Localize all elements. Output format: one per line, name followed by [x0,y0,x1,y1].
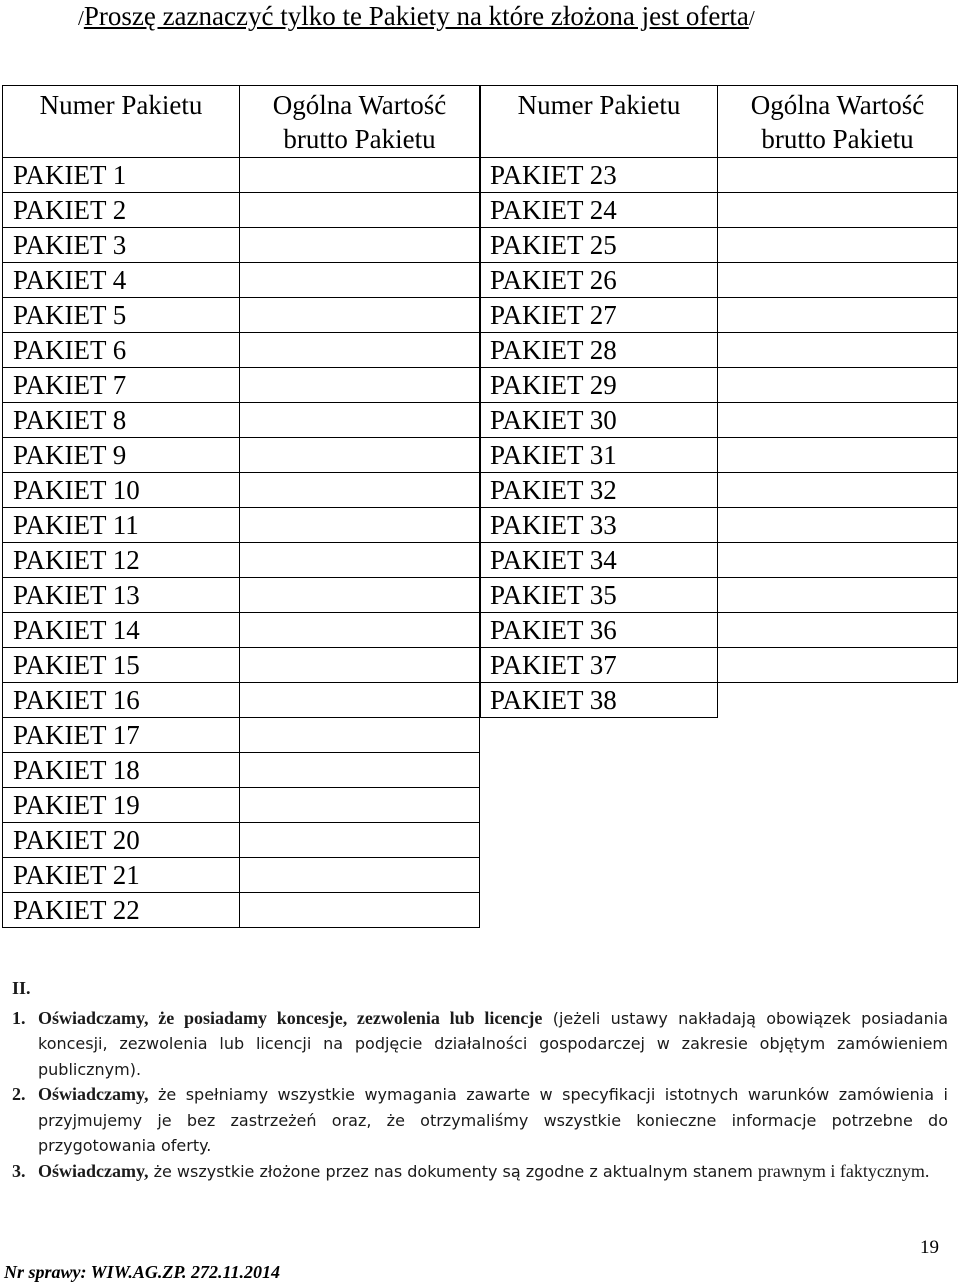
package-value-cell[interactable] [240,543,480,578]
package-name-cell: PAKIET 34 [481,543,718,578]
package-value-cell[interactable] [240,893,480,928]
package-value-cell[interactable] [240,858,480,893]
package-name-cell: PAKIET 1 [3,158,240,193]
table-row [481,613,958,648]
package-value-cell[interactable] [240,788,480,823]
package-name-cell: PAKIET 4 [3,263,240,298]
package-name-cell: PAKIET 8 [3,403,240,438]
table-row [481,263,958,298]
table-row [3,158,480,193]
table-row [3,333,480,368]
package-value-cell[interactable] [718,298,958,333]
table-row [481,578,958,613]
table-row [481,228,958,263]
header-package-number: Numer Pakietu [481,86,718,158]
title-slash-left: / [78,6,84,30]
declaration-item [12,1006,948,1083]
package-value-cell[interactable] [240,578,480,613]
package-value-cell[interactable] [718,473,958,508]
package-value-cell[interactable] [718,333,958,368]
package-name-cell: PAKIET 27 [481,298,718,333]
package-name-cell: PAKIET 29 [481,368,718,403]
table-row [3,858,480,893]
table-row [3,403,480,438]
package-name-cell: PAKIET 11 [3,508,240,543]
table-row [481,438,958,473]
declaration-text-tail: prawnym i faktycznym. [757,1160,930,1181]
package-name-cell: PAKIET 18 [3,753,240,788]
package-name-cell: PAKIET 14 [3,613,240,648]
package-name-cell: PAKIET 37 [481,648,718,683]
package-name-cell: PAKIET 24 [481,193,718,228]
package-value-cell[interactable] [718,613,958,648]
package-name-cell: PAKIET 7 [3,368,240,403]
package-value-cell[interactable] [240,403,480,438]
table-row [481,158,958,193]
package-name-cell: PAKIET 2 [3,193,240,228]
package-value-cell[interactable] [718,368,958,403]
package-value-cell[interactable] [240,648,480,683]
table-row [3,718,480,753]
package-name-cell: PAKIET 17 [3,718,240,753]
package-value-cell[interactable] [240,718,480,753]
package-name-cell: PAKIET 3 [3,228,240,263]
package-value-cell[interactable] [240,683,480,718]
declaration-lead: Oświadczamy, [38,1160,149,1181]
declaration-number: 2. [12,1084,26,1104]
package-value-cell[interactable] [718,403,958,438]
table-row [3,788,480,823]
package-value-cell[interactable] [240,263,480,298]
package-name-cell: PAKIET 19 [3,788,240,823]
declaration-text: że spełniamy wszystkie wymagania zawarte w specyfikacji istotnych warunków zamówienia i przyjmujemy je bez zastrzeżeń oraz, że otrzymaliśmy wszystkie konieczne informacje potrzebne do przygotowania oferty. [38,1085,948,1155]
table-row [481,543,958,578]
title-slash-right: / [748,6,755,30]
declaration-text: że wszystkie złożone przez nas dokumenty są zgodne z aktualnym stanem [148,1161,758,1181]
page-title [78,0,898,34]
declarations-section [12,976,948,1184]
package-name-cell: PAKIET 13 [3,578,240,613]
packages-table-left [2,85,480,928]
table-row [3,473,480,508]
header-gross-value: Ogólna Wartość brutto Pakietu [240,86,480,158]
package-name-cell: PAKIET 21 [3,858,240,893]
header-gross-value: Ogólna Wartość brutto Pakietu [718,86,958,158]
package-value-cell[interactable] [240,438,480,473]
table-row [481,508,958,543]
package-value-cell[interactable] [718,158,958,193]
package-name-cell: PAKIET 38 [481,683,718,718]
package-value-cell[interactable] [240,228,480,263]
package-name-cell: PAKIET 36 [481,613,718,648]
table-row [3,508,480,543]
package-value-cell[interactable] [718,648,958,683]
table-row [481,648,958,683]
title-text: Proszę zaznaczyć tylko te Pakiety na które złożona jest oferta [83,1,749,31]
package-name-cell: PAKIET 25 [481,228,718,263]
declaration-number: 3. [12,1160,26,1181]
table-row [481,333,958,368]
package-value-cell[interactable] [718,438,958,473]
package-name-cell: PAKIET 15 [3,648,240,683]
package-name-cell: PAKIET 23 [481,158,718,193]
table-row [3,753,480,788]
package-value-cell[interactable] [240,368,480,403]
declaration-lead: Oświadczamy, [38,1084,149,1104]
declaration-number: 1. [12,1007,26,1028]
table-row [481,298,958,333]
package-value-cell[interactable] [240,823,480,858]
package-name-cell: PAKIET 32 [481,473,718,508]
package-value-cell[interactable] [240,158,480,193]
package-value-cell[interactable] [240,193,480,228]
package-value-cell[interactable] [718,578,958,613]
table-row [3,298,480,333]
section-number: II. [12,978,31,998]
table-row [481,683,958,718]
packages-table-right [480,85,958,718]
package-value-cell[interactable] [240,613,480,648]
table-row [3,228,480,263]
page-number: 19 [920,1237,939,1258]
table-row [3,193,480,228]
package-name-cell: PAKIET 31 [481,438,718,473]
package-name-cell: PAKIET 6 [3,333,240,368]
table-row [3,578,480,613]
table-row [481,368,958,403]
package-value-cell[interactable] [240,508,480,543]
table-row [481,473,958,508]
package-name-cell: PAKIET 26 [481,263,718,298]
package-name-cell: PAKIET 5 [3,298,240,333]
table-row [3,893,480,928]
declaration-item [12,1082,948,1159]
table-row [3,823,480,858]
declaration-lead: Oświadczamy, że posiadamy koncesje, zezwolenia lub licencje [38,1007,543,1028]
package-name-cell: PAKIET 35 [481,578,718,613]
table-row [3,683,480,718]
package-value-cell[interactable] [240,298,480,333]
package-value-cell[interactable] [718,193,958,228]
package-name-cell: PAKIET 10 [3,473,240,508]
package-name-cell: PAKIET 28 [481,333,718,368]
package-name-cell: PAKIET 9 [3,438,240,473]
case-number: Nr sprawy: WIW.AG.ZP. 272.11.2014 [4,1262,281,1282]
package-value-cell[interactable] [718,543,958,578]
package-name-cell: PAKIET 20 [3,823,240,858]
package-value-cell[interactable] [718,683,958,718]
table-row [3,368,480,403]
table-row [3,263,480,298]
package-name-cell: PAKIET 30 [481,403,718,438]
header-package-number: Numer Pakietu [3,86,240,158]
table-row [481,193,958,228]
table-row [481,403,958,438]
package-value-cell[interactable] [718,228,958,263]
package-name-cell: PAKIET 22 [3,893,240,928]
package-name-cell: PAKIET 33 [481,508,718,543]
package-value-cell[interactable] [718,508,958,543]
table-row [3,543,480,578]
declaration-item [12,1159,948,1185]
package-name-cell: PAKIET 16 [3,683,240,718]
table-row [3,438,480,473]
declaration-text: (jeżeli ustawy nakładają obowiązek posiadania koncesji, zezwolenia lub licencji na podjęcie działalności gospodarczej w zakresie objętym zamówieniem publicznym). [38,1008,948,1079]
package-value-cell[interactable] [240,333,480,368]
table-row [3,613,480,648]
package-value-cell[interactable] [718,263,958,298]
table-header-row [481,86,958,158]
package-value-cell[interactable] [240,473,480,508]
package-value-cell[interactable] [240,753,480,788]
table-header-row [3,86,480,158]
package-name-cell: PAKIET 12 [3,543,240,578]
table-row [3,648,480,683]
